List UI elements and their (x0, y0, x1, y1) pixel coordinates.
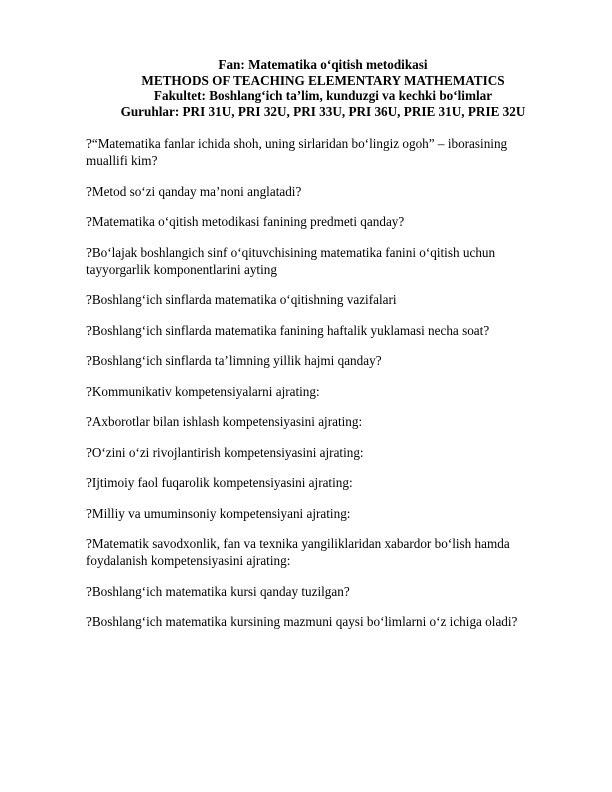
question-item: ?Bo‘lajak boshlangich sinf o‘qituvchisining matematika fanini o‘qitish uchun tayyorgarlik komponentlarini ayting (86, 244, 496, 277)
question-item: ?Matematika o‘qitish metodikasi fanining predmeti qanday? (86, 214, 405, 230)
question-item: ?Boshlang‘ich sinflarda matematika o‘qitishning vazifalari (86, 292, 397, 308)
question-item: ?Ijtimoiy faol fuqarolik kompetensiyasini ajrating: (86, 475, 353, 491)
question-item: ?Boshlang‘ich sinflarda matematika fanining haftalik yuklamasi necha soat? (86, 322, 490, 338)
document-header (76, 57, 570, 119)
course-title: Fan: Matematika oʻqitish metodikasi (218, 57, 428, 72)
question-item: ?“Matematika fanlar ichida shoh, uning sirlaridan bo‘lingiz ogoh” – iborasining muallifi kim? (86, 136, 508, 169)
question-item: ?Matematik savodxonlik, fan va texnika yangiliklaridan xabardor bo‘lish hamda foydalanish kompetensiyasini ajrating: (86, 536, 510, 569)
groups-line: Guruhlar: PRI 31U, PRI 32U, PRI 33U, PRI 36U, PRIE 31U, PRIE 32U (120, 103, 526, 119)
faculty-line: Fakultet: Boshlang‘ich ta’lim, kunduzgi va kechki bo‘limlar (153, 88, 493, 104)
question-item: ?Milliy va umuminsoniy kompetensiyani ajrating: (86, 505, 351, 521)
question-item: ?Boshlang‘ich sinflarda ta’limning yillik hajmi qanday? (86, 353, 382, 369)
question-item: ?O‘zini o‘zi rivojlantirish kompetensiyasini ajrating: (86, 444, 364, 460)
question-item: ?Metod so‘zi qanday ma’noni anglatadi? (86, 183, 302, 199)
question-list (86, 135, 542, 630)
question-item: ?Boshlang‘ich matematika kursining mazmuni qaysi bo‘limlarni o‘z ichiga oladi? (86, 614, 518, 630)
question-item: ?Boshlang‘ich matematika kursi qanday tuzilgan? (86, 583, 350, 599)
course-title-english: METHODS OF TEACHING ELEMENTARY MATHEMATICS (141, 72, 505, 88)
question-item: ?Kommunikativ kompetensiyalarni ajrating: (86, 383, 320, 399)
question-item: ?Axborotlar bilan ishlash kompetensiyasini ajrating: (86, 414, 363, 430)
